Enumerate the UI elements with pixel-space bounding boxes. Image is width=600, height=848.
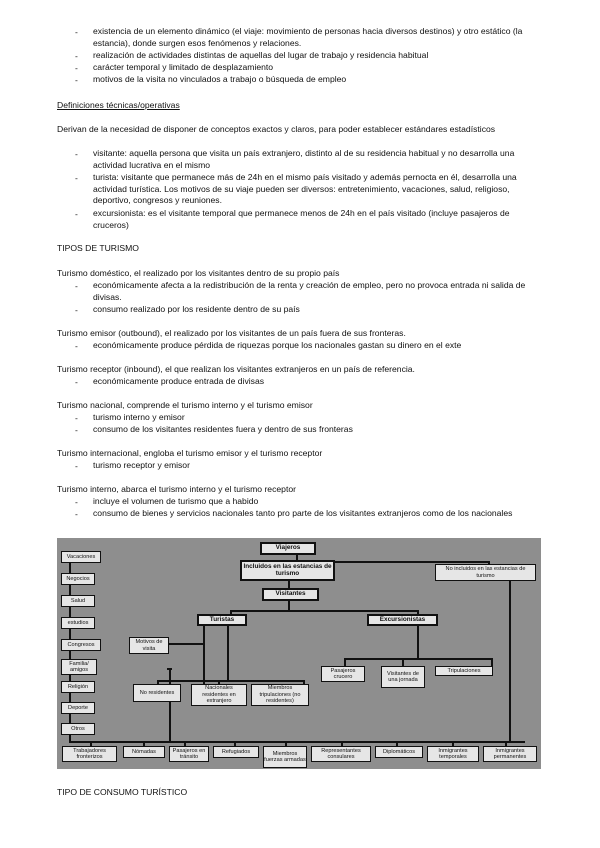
list-item: motivos de la visita no vinculados a trabajo o búsqueda de empleo [93, 74, 347, 84]
motive-box: Otros [61, 723, 95, 735]
connector [167, 643, 205, 645]
dash: - [75, 149, 78, 159]
connector [344, 658, 346, 666]
connector [402, 658, 404, 666]
bottom-box: Inmigrantes temporales [427, 746, 479, 762]
nacional-title: Turismo nacional, comprende el turismo interno y el turismo emisor [57, 400, 313, 410]
connector [491, 658, 493, 666]
bottom-box: Trabajadores fronterizos [62, 746, 117, 762]
bottom-box: Inmigrantes permanentes [483, 746, 537, 762]
internacional-title: Turismo internacional, engloba el turismo emisor y el turismo receptor [57, 448, 323, 458]
dash: - [75, 173, 78, 183]
list-item: consumo de los visitantes residentes fuera y dentro de sus fronteras [93, 424, 353, 434]
receptor-title: Turismo receptor (inbound), el que realizan los visitantes extranjeros en un país de referencia. [57, 364, 415, 374]
list-item: existencia de un elemento dinámico (el viaje: movimiento de personas hacia diversos destinos) y otro estático (la estancia), donde surgen esos fenómenos y relaciones. [93, 26, 523, 48]
tipos-heading: TIPOS DE TURISMO [57, 243, 139, 253]
connector [157, 680, 305, 682]
dash: - [75, 305, 78, 315]
domestico-title: Turismo doméstico, el realizado por los visitantes dentro de su propio país [57, 268, 340, 278]
motivos-box: Motivos de visita [129, 637, 169, 654]
dash: - [75, 509, 78, 519]
motive-box: Familia/ amigos [61, 659, 97, 675]
list-item: excursionista: es el visitante temporal que permanece menos de 24h en el país visitado (incluye pasajeros de cruceros) [93, 208, 510, 230]
bottom-box: Pasajeros en tránsito [169, 746, 209, 762]
connector [344, 658, 492, 660]
connector [417, 625, 419, 659]
motive-box: Vacaciones [61, 551, 101, 563]
dash: - [75, 425, 78, 435]
list-item: carácter temporal y limitado de desplazamiento [93, 62, 274, 72]
list-item: turismo receptor y emisor [93, 460, 190, 470]
bottom-box: Nómadas [123, 746, 165, 758]
emisor-title: Turismo emisor (outbound), el realizado por los visitantes de un país fuera de sus fronteras. [57, 328, 406, 338]
motive-box: Salud [61, 595, 95, 607]
connector [230, 610, 418, 612]
visitantes-box: Visitantes [262, 588, 319, 601]
dash: - [75, 341, 78, 351]
list-item: económicamente afecta a la redistribución de la renta y creación de empleo, pero no provoca entrada ni salida de divisas. [93, 280, 526, 302]
interno-title: Turismo interno, abarca el turismo interno y el turismo receptor [57, 484, 296, 494]
connector [203, 625, 205, 685]
dash: - [75, 75, 78, 85]
no-residentes-box: No residentes [133, 684, 181, 702]
visitor-classification-diagram [57, 538, 541, 769]
excursionistas-box: Excursionistas [367, 614, 438, 626]
dash: - [75, 413, 78, 423]
dash: - [75, 209, 78, 219]
bottom-box: Diplomáticos [375, 746, 423, 758]
dash: - [75, 377, 78, 387]
list-item: consumo realizado por los residente dentro de su país [93, 304, 300, 314]
viajeros-box: Viajeros [260, 542, 316, 555]
visitantes-jornada-box: Visitantes de una jornada [381, 666, 425, 688]
list-item: turismo interno y emisor [93, 412, 185, 422]
list-item: incluye el volumen de turismo que a habido [93, 496, 259, 506]
motive-box: Religión [61, 681, 95, 693]
bottom-box: Miembros fuerzas armadas [263, 746, 307, 768]
connector [509, 580, 511, 743]
pasajeros-crucero-box: Pasajeros crucero [321, 666, 365, 682]
bottom-box: Refugiados [213, 746, 259, 758]
dash: - [75, 497, 78, 507]
bottom-box: Representantes consulares [311, 746, 371, 762]
tripulaciones-box: Tripulaciones [435, 666, 493, 676]
connector [69, 741, 525, 743]
motive-box: Negocios [61, 573, 95, 585]
dash: - [75, 63, 78, 73]
definitions-heading: Definiciones técnicas/operativas [57, 100, 180, 110]
turistas-box: Turistas [197, 614, 247, 626]
dash: - [75, 281, 78, 291]
nacionales-residentes-box: Nacionales residentes en extranjero [191, 684, 247, 706]
list-item: económicamente produce pérdida de riquezas porque los nacionales gastan su dinero en el exte [93, 340, 462, 350]
no-incluidos-box: No incluidos en las estancias de turismo [435, 564, 536, 581]
motive-box: Congresos [61, 639, 101, 651]
connector [227, 625, 229, 681]
list-item: turista: visitante que permanece más de 24h en el mismo país visitado y además pernocta en él, desarrolla una actividad turística. Los motivos de su viaje pueden ser diversos: entretenimiento, vacaciones, salud, religioso, deportivo, congresos y reuniones. [93, 172, 517, 206]
definitions-intro: Derivan de la necesidad de disponer de conceptos exactos y claros, para poder establecer estándares estadísticos [57, 124, 496, 134]
miembros-tripulaciones-box: Miembros tripulaciones (no residentes) [251, 684, 309, 706]
motive-box: Deporte [61, 702, 95, 714]
dash: - [75, 51, 78, 61]
list-item: realización de actividades distintas de aquellas del lugar de trabajo y residencia habitual [93, 50, 429, 60]
dash: - [75, 461, 78, 471]
list-item: consumo de bienes y servicios nacionales tanto pro parte de los visitantes extranjeros como de los nacionales [93, 508, 513, 518]
dash: - [75, 27, 78, 37]
motive-box: estudios [61, 617, 95, 629]
list-item: económicamente produce entrada de divisas [93, 376, 265, 386]
consumo-heading: TIPO DE CONSUMO TURÍSTICO [57, 787, 188, 797]
incluidos-box: Incluidos en las estancias de turismo [240, 560, 335, 581]
list-item: visitante: aquella persona que visita un país extranjero, distinto al de su residencia habitual y no desarrolla una actividad lucrativa en el mismo [93, 148, 515, 170]
